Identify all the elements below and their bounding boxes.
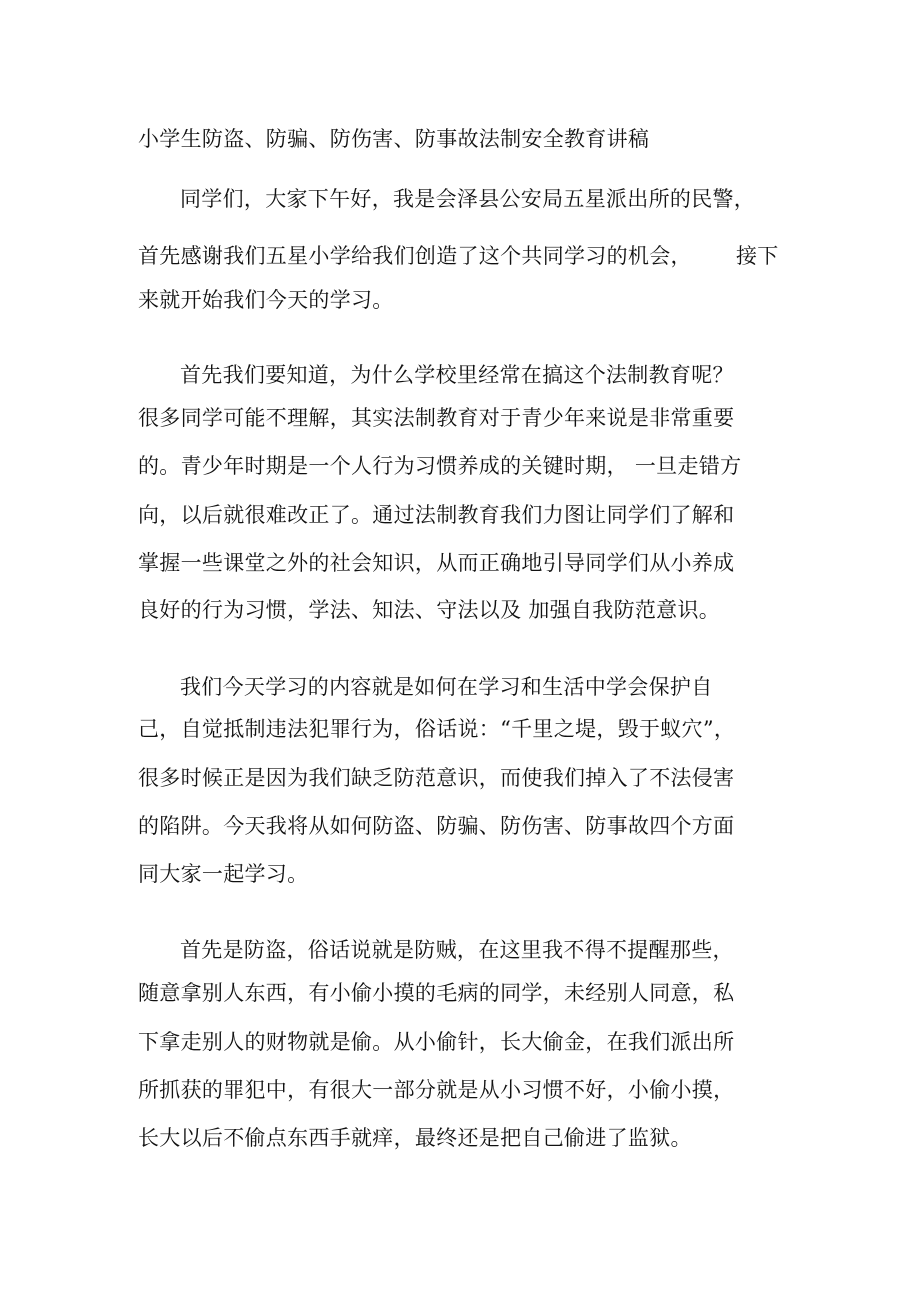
paragraph-line: 所抓获的罪犯中，有很大一部分就是从小习惯不好，小偷小摸， <box>138 1078 735 1102</box>
paragraph-line: 很多同学可能不理解，其实法制教育对于青少年来说是非常重要 <box>138 406 735 430</box>
paragraph-line: 首先我们要知道，为什么学校里经常在搞这个法制教育呢？ <box>180 363 734 387</box>
paragraph-line: 随意拿别人东西，有小偷小摸的毛病的同学，未经别人同意，私 <box>138 981 735 1005</box>
paragraph-line: 同学们，大家下午好，我是会泽县公安局五星派出所的民警， <box>180 187 756 211</box>
paragraph-line: 首先是防盗，俗话说就是防贼，在这里我不得不提醒那些， <box>180 938 734 962</box>
paragraph-line: 来就开始我们今天的学习。 <box>138 288 394 312</box>
paragraph-line: 的陷阱。今天我将从如何防盗、防骗、防伤害、防事故四个方面 <box>138 814 735 838</box>
paragraph-line-tail: 接下 <box>736 244 779 268</box>
paragraph-line: 掌握一些课堂之外的社会知识，从而正确地引导同学们从小养成 <box>138 551 735 575</box>
paragraph-line: 很多时候正是因为我们缺乏防范意识，而使我们掉入了不法侵害 <box>138 766 735 790</box>
paragraph-line: 下拿走别人的财物就是偷。从小偷针，长大偷金，在我们派出所 <box>138 1030 735 1054</box>
paragraph-line: 我们今天学习的内容就是如何在学习和生活中学会保护自 <box>180 675 713 699</box>
paragraph-line <box>138 243 692 269</box>
document-title: 小学生防盗、防骗、防伤害、防事故法制安全教育讲稿 <box>138 127 650 151</box>
paragraph-line: 同大家一起学习。 <box>138 862 309 886</box>
paragraph-line: 己，自觉抵制违法犯罪行为，俗话说：“千里之堤，毁于蚁穴”， <box>138 717 736 741</box>
paragraph-line: 向，以后就很难改正了。通过法制教育我们力图让同学们了解和 <box>138 503 735 527</box>
paragraph-line: 长大以后不偷点东西手就痒，最终还是把自己偷进了监狱。 <box>138 1126 692 1150</box>
paragraph-line: 良好的行为习惯，学法、知法、守法以及 加强自我防范意识。 <box>138 598 721 622</box>
paragraph-line-part: 首先感谢我们五星小学给我们创造了这个共同学习的机会， <box>138 244 692 268</box>
paragraph-line: 的。青少年时期是一个人行为习惯养成的关键时期， 一旦走错方 <box>138 454 742 478</box>
